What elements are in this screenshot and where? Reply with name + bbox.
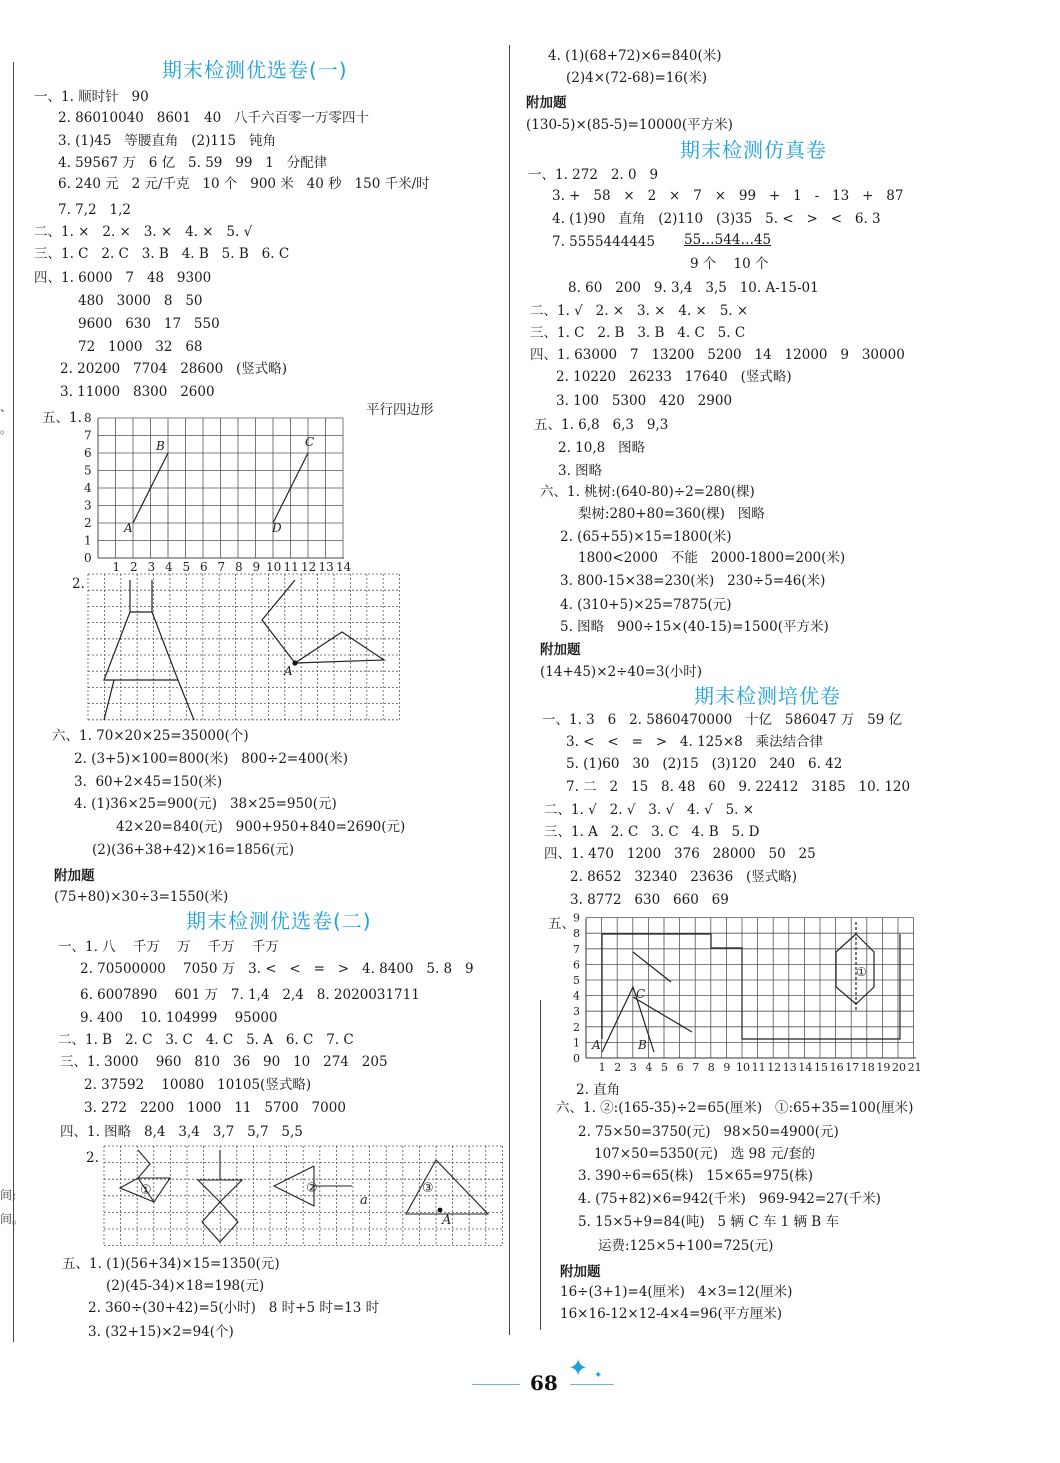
- x-tick-label: 10: [736, 1061, 750, 1074]
- answer-line: 二、1. √ 2. × 3. × 4. × 5. ×: [530, 303, 749, 319]
- answer-line: 2. 86010040 8601 40 八千六百零一万零四十: [58, 110, 370, 126]
- left-margin-rule: [13, 62, 14, 1342]
- answer-line: 480 3000 8 50: [78, 293, 203, 309]
- answer-line: 五、1. (1)(56+34)×15=1350(元): [62, 1256, 280, 1272]
- answer-line: 2. 20200 7704 28600 (竖式略): [60, 361, 288, 377]
- x-tick-label: 8: [707, 1061, 715, 1074]
- answer-line: 4. (1)36×25=900(元) 38×25=950(元): [74, 796, 337, 812]
- answer-line: 梨树:280+80=360(棵) 图略: [578, 506, 765, 522]
- sparkle-icon: ✦: [568, 1354, 589, 1382]
- answer-line: 3. + 58 × 2 × 7 × 99 + 1 - 13 + 87: [552, 188, 904, 204]
- answer-line: 16÷(3+1)=4(厘米) 4×3=12(厘米): [560, 1284, 793, 1300]
- answer-line: (130-5)×(85-5)=10000(平方米): [526, 117, 733, 133]
- x-tick-label: 11: [283, 560, 299, 572]
- question-number: 2.: [72, 576, 85, 592]
- answer-line: 16×16-12×12-4×4=96(平方厘米): [560, 1306, 782, 1322]
- x-tick-label: 8: [235, 560, 243, 572]
- dotted-grid-2: [86, 572, 416, 724]
- answer-line: 三、1. A 2. C 3. C 4. B 5. D: [544, 824, 760, 840]
- answer-line: 六、1. ②:(165-35)÷2=65(厘米) ①:65+35=100(厘米): [556, 1100, 914, 1116]
- y-tick-label: 3: [573, 1005, 580, 1019]
- answer-line: 一、1. 272 2. 0 9: [528, 167, 659, 183]
- x-tick-label: 7: [692, 1061, 700, 1074]
- page-number: 68: [530, 1371, 558, 1395]
- answer-line: 运费:125×5+100=725(元): [598, 1238, 774, 1254]
- answer-line: (2)(45-34)×18=198(元): [106, 1278, 265, 1294]
- y-tick-label: 7: [84, 428, 92, 443]
- answer-line: 3. 60+2×45=150(米): [74, 774, 223, 790]
- x-tick-label: 6: [676, 1061, 684, 1074]
- point-label-c: C: [636, 987, 646, 1001]
- x-tick-label: 4: [165, 560, 173, 572]
- dotted-grid-3: [102, 1144, 506, 1248]
- point-label-d: D: [272, 521, 282, 535]
- answer-line: 4. (310+5)×25=7875(元): [560, 597, 732, 613]
- x-tick-label: 17: [845, 1061, 860, 1074]
- y-tick-label: 9: [573, 912, 580, 925]
- answer-line: 3. 800-15×38=230(米) 230÷5=46(米): [560, 573, 826, 589]
- answer-line: 72 1000 32 68: [78, 339, 203, 355]
- x-tick-label: 13: [782, 1061, 797, 1074]
- point-label-b: B: [638, 1038, 647, 1052]
- answer-line: (2)4×(72-68)=16(米): [566, 70, 707, 86]
- section-title: 期末检测优选卷(二): [186, 909, 372, 933]
- answer-line: 3. 11000 8300 2600: [60, 384, 215, 400]
- answer-line: 7. 7,2 1,2: [58, 202, 131, 218]
- answer-line: 5. 图略 900÷15×(40-15)=1500(平方米): [560, 619, 829, 635]
- answer-line: 5. 15×5+9=84(吨) 5 辆 C 车 1 辆 B 车: [578, 1214, 840, 1230]
- bonus-heading: 附加题: [526, 95, 567, 111]
- x-tick-label: 5: [661, 1061, 668, 1074]
- answer-line: 9 个 10 个: [690, 256, 769, 272]
- figure-label-1: ①: [140, 1183, 152, 1198]
- point-label-a: A: [124, 521, 133, 535]
- answer-line: 3. 100 5300 420 2900: [556, 393, 733, 409]
- answer-line: 一、1. 顺时针 90: [34, 89, 149, 105]
- x-tick-label: 13: [318, 560, 334, 572]
- answer-line: 四、1. 6000 7 48 9300: [34, 270, 212, 286]
- section-label: 五、: [548, 916, 575, 932]
- answer-line: 一、1. 八 千万 万 千万 千万: [58, 939, 279, 955]
- answer-line: 2. 360÷(30+42)=5(小时) 8 时+5 时=13 时: [88, 1300, 380, 1316]
- bonus-heading: 附加题: [560, 1264, 601, 1280]
- x-tick-label: 12: [767, 1061, 782, 1074]
- x-tick-label: 1: [112, 560, 121, 572]
- y-tick-label: 8: [84, 411, 92, 425]
- y-tick-label: 6: [573, 958, 580, 972]
- answer-line: 9600 630 17 550: [78, 316, 220, 332]
- y-tick-label: 5: [573, 974, 580, 987]
- answer-line: 4. (1)90 直角 (2)110 (3)35 5. < > < 6. 3: [552, 211, 881, 227]
- answer-line: 42×20=840(元) 900+950+840=2690(元): [116, 819, 406, 835]
- y-tick-label: 0: [573, 1052, 580, 1065]
- footer-rule-right: [570, 1384, 614, 1385]
- answer-line: 6. 6007890 601 万 7. 1,4 2,4 8. 2020031711: [80, 987, 420, 1003]
- answer-line: 2. 10,8 图略: [558, 440, 646, 456]
- y-tick-label: 1: [573, 1036, 580, 1050]
- answer-line: 8. 60 200 9. 3,4 3,5 10. A-15-01: [568, 280, 819, 296]
- x-tick-label: 16: [829, 1061, 844, 1074]
- answer-line: 3. 8772 630 660 69: [570, 892, 729, 908]
- figure-label-3: ③: [422, 1181, 434, 1196]
- x-tick-label: 20: [892, 1061, 906, 1074]
- answer-line: (75+80)×30÷3=1550(米): [54, 889, 229, 905]
- x-tick-label: 15: [814, 1061, 828, 1074]
- answer-line: 2. (65+55)×15=1800(米): [560, 529, 732, 545]
- answer-line: 7. 二 2 15 8. 48 60 9. 22412 3185 10. 120: [566, 779, 911, 795]
- figure-label-2: ②: [306, 1181, 318, 1196]
- answer-line: 55…544…45: [684, 232, 772, 248]
- answer-line: 1800<2000 不能 2000-1800=200(米): [578, 550, 846, 566]
- figure-label-1: ①: [856, 965, 867, 979]
- y-tick-label: 2: [573, 1020, 580, 1034]
- x-tick-label: 11: [751, 1061, 766, 1074]
- answer-line: 二、1. √ 2. √ 3. √ 4. √ 5. ×: [544, 802, 755, 818]
- point-label-c: C: [305, 435, 315, 449]
- section-title: 期末检测培优卷: [694, 684, 841, 708]
- answer-line: 107×50=5350(元) 选 98 元/套的: [594, 1146, 816, 1162]
- answer-line: 5. (1)60 30 (2)15 (3)120 240 6. 42: [566, 756, 843, 772]
- x-tick-label: 7: [217, 560, 226, 572]
- y-tick-label: 0: [84, 551, 92, 565]
- x-tick-label: 5: [182, 560, 191, 572]
- question-number: 2.: [86, 1150, 99, 1166]
- answer-line: 六、1. 桃树:(640-80)÷2=280(棵): [540, 484, 755, 500]
- x-tick-label: 12: [301, 560, 317, 572]
- small-sparkle-icon: ✦: [594, 1370, 603, 1381]
- edge-mark: 间;: [0, 1188, 17, 1202]
- answer-line: 3. 图略: [558, 463, 603, 479]
- answer-line: 四、1. 470 1200 376 28000 50 25: [544, 846, 816, 862]
- edge-mark: 。: [0, 422, 13, 436]
- answer-line: 五、1. 6,8 6,3 9,3: [534, 417, 669, 433]
- x-tick-label: 14: [336, 560, 352, 572]
- point-label-b: B: [156, 439, 165, 453]
- point-label-a: A: [592, 1038, 601, 1052]
- answer-line: 4. 59567 万 6 亿 5. 59 99 1 分配律: [58, 155, 328, 171]
- y-tick-label: 4: [573, 989, 580, 1003]
- x-tick-label: 10: [266, 560, 282, 572]
- shape-name: 平行四边形: [366, 402, 434, 418]
- x-tick-label: 3: [147, 560, 156, 572]
- bonus-heading: 附加题: [540, 642, 581, 658]
- answer-line: 六、1. 70×20×25=35000(个): [52, 728, 249, 744]
- answer-line: 3. (32+15)×2=94(个): [88, 1324, 234, 1340]
- x-tick-label: 9: [252, 560, 261, 572]
- bonus-heading: 附加题: [54, 868, 95, 884]
- x-tick-label: 2: [130, 560, 138, 572]
- answer-line: 2. 直角: [576, 1082, 621, 1098]
- edge-mark: 、: [0, 400, 13, 414]
- answer-line: 2. 37592 10080 10105(竖式略): [84, 1077, 312, 1093]
- answer-line: 4. (1)(68+72)×6=840(米): [548, 48, 722, 64]
- answer-line: 3. 390÷6=65(株) 15×65=975(株): [578, 1168, 814, 1184]
- y-tick-label: 7: [573, 942, 580, 956]
- y-tick-label: 1: [84, 533, 92, 548]
- answer-line: (14+45)×2÷40=3(小时): [540, 664, 703, 680]
- x-tick-label: 2: [614, 1061, 622, 1074]
- answer-line: 3. < < = > 4. 125×8 乘法结合律: [566, 734, 824, 750]
- answer-line: 3. 272 2200 1000 11 5700 7000: [84, 1100, 346, 1116]
- answer-line: 2. 70500000 7050 万 3. < < = > 4. 8400 5. 8 9: [80, 961, 474, 977]
- point-label-a: A: [284, 664, 293, 678]
- answer-line: 二、1. B 2. C 3. C 4. C 5. A 6. C 7. C: [58, 1032, 354, 1048]
- x-tick-label: 3: [629, 1061, 637, 1074]
- x-tick-label: 1: [598, 1061, 606, 1074]
- x-tick-label: 9: [723, 1061, 731, 1074]
- x-tick-label: 14: [798, 1061, 813, 1074]
- answer-line: 2. 8652 32340 23636 (竖式略): [570, 869, 798, 885]
- x-tick-label: 18: [860, 1061, 875, 1074]
- section-title: 期末检测仿真卷: [680, 138, 827, 162]
- answer-line: 3. (1)45 等腰直角 (2)115 钝角: [58, 133, 276, 149]
- footer-rule-left: [472, 1384, 520, 1385]
- answer-line: 四、1. 图略 8,4 3,4 3,7 5,7 5,5: [60, 1124, 303, 1140]
- line-label-a: a: [360, 1193, 368, 1208]
- y-tick-label: 4: [84, 481, 92, 495]
- x-tick-label: 19: [876, 1061, 891, 1074]
- answer-line: 二、1. × 2. × 3. × 4. × 5. √: [34, 224, 253, 240]
- answer-line: 7. 5555444445: [552, 234, 656, 250]
- x-tick-label: 4: [645, 1061, 653, 1074]
- answer-line: 三、1. 3000 960 810 36 90 10 274 205: [60, 1054, 388, 1070]
- answer-line: 4. (75+82)×6=942(千米) 969-942=27(千米): [578, 1191, 881, 1207]
- answer-line: (2)(36+38+42)×16=1856(元): [92, 842, 295, 858]
- answer-line: 2. 75×50=3750(元) 98×50=4900(元): [578, 1124, 839, 1140]
- point-label-a: A: [442, 1213, 452, 1228]
- x-tick-label: 21: [907, 1061, 922, 1074]
- answer-line: 四、1. 63000 7 13200 5200 14 12000 9 30000: [530, 347, 905, 363]
- y-tick-label: 2: [84, 516, 92, 530]
- edge-mark: 间。: [0, 1212, 25, 1226]
- coordinate-grid-1: [78, 410, 368, 572]
- answer-line: 9. 400 10. 104999 95000: [80, 1010, 278, 1026]
- y-tick-label: 5: [84, 463, 92, 478]
- y-tick-label: 3: [84, 498, 92, 513]
- y-tick-label: 8: [573, 927, 580, 941]
- section-title: 期末检测优选卷(一): [162, 58, 348, 82]
- answer-line: 2. 10220 26233 17640 (竖式略): [556, 369, 792, 385]
- x-tick-label: 6: [200, 560, 208, 572]
- column-divider: [509, 45, 510, 1335]
- answer-line: 三、1. C 2. C 3. B 4. B 5. B 6. C: [34, 246, 290, 262]
- right-column-rule: [540, 1000, 541, 1330]
- answer-line: 6. 240 元 2 元/千克 10 个 900 米 40 秒 150 千米/时: [58, 176, 430, 192]
- section-label: 五、1.: [42, 410, 82, 426]
- answer-line: 2. (3+5)×100=800(米) 800÷2=400(米): [74, 751, 349, 767]
- y-tick-label: 6: [84, 446, 92, 460]
- answer-line: 一、1. 3 6 2. 5860470000 十亿 586047 万 59 亿: [542, 712, 903, 728]
- answer-line: 三、1. C 2. B 3. B 4. C 5. C: [530, 325, 746, 341]
- coordinate-grid-4: [566, 912, 932, 1076]
